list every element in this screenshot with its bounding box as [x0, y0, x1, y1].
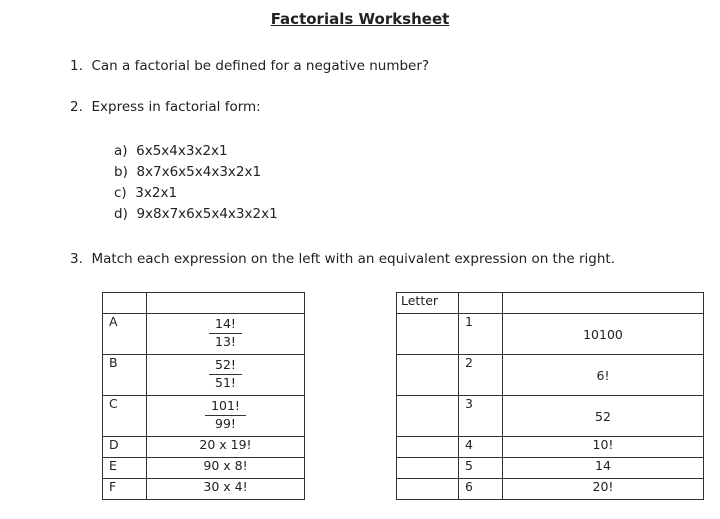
value-cell: 20! — [503, 479, 704, 500]
expression-cell: 20 x 19! — [147, 437, 305, 458]
row-number: 1 — [459, 314, 503, 355]
letter-answer-cell[interactable] — [397, 355, 459, 396]
header-cell — [503, 293, 704, 314]
table-row — [103, 437, 305, 458]
fraction-cell — [147, 355, 305, 396]
header-cell — [147, 293, 305, 314]
table-row — [397, 314, 704, 355]
q2-part-a: a) 6x5x4x3x2x1 — [114, 143, 228, 159]
q2-part-d: d) 9x8x7x6x5x4x3x2x1 — [114, 206, 278, 222]
question-1: 1. Can a factorial be defined for a negative number? — [70, 58, 430, 74]
q2-part-b: b) 8x7x6x5x4x3x2x1 — [114, 164, 262, 180]
table-row — [103, 479, 305, 500]
expression-cell: 90 x 8! — [147, 458, 305, 479]
denominator: 51! — [209, 374, 242, 390]
right-answer-table — [396, 292, 704, 500]
row-number: 2 — [459, 355, 503, 396]
table-row — [397, 355, 704, 396]
row-letter: C — [103, 396, 147, 437]
value-cell: 10100 — [503, 314, 704, 355]
table-row — [397, 396, 704, 437]
letter-answer-cell[interactable] — [397, 437, 459, 458]
fraction-cell — [147, 314, 305, 355]
table-row — [103, 396, 305, 437]
table-row — [103, 314, 305, 355]
value-cell: 14 — [503, 458, 704, 479]
letter-answer-cell[interactable] — [397, 479, 459, 500]
value-cell: 10! — [503, 437, 704, 458]
letter-header: Letter — [397, 293, 459, 314]
row-number: 4 — [459, 437, 503, 458]
fraction-cell — [147, 396, 305, 437]
value-cell: 6! — [503, 355, 704, 396]
table-row — [397, 479, 704, 500]
row-letter: D — [103, 437, 147, 458]
expression-cell: 30 x 4! — [147, 479, 305, 500]
header-cell — [103, 293, 147, 314]
worksheet-title: Factorials Worksheet — [270, 10, 450, 28]
table-row — [103, 458, 305, 479]
table-header-row — [397, 293, 704, 314]
left-expression-table — [102, 292, 305, 500]
letter-answer-cell[interactable] — [397, 458, 459, 479]
table-row — [397, 458, 704, 479]
question-3: 3. Match each expression on the left with an equivalent expression on the right. — [70, 251, 616, 267]
header-cell — [459, 293, 503, 314]
row-letter: E — [103, 458, 147, 479]
row-letter: F — [103, 479, 147, 500]
letter-answer-cell[interactable] — [397, 314, 459, 355]
denominator: 13! — [209, 333, 242, 349]
row-number: 3 — [459, 396, 503, 437]
table-row — [103, 355, 305, 396]
row-letter: B — [103, 355, 147, 396]
table-row — [397, 437, 704, 458]
numerator: 52! — [215, 357, 236, 372]
value-cell: 52 — [503, 396, 704, 437]
numerator: 14! — [215, 316, 236, 331]
row-number: 6 — [459, 479, 503, 500]
row-letter: A — [103, 314, 147, 355]
denominator: 99! — [205, 415, 246, 431]
table-header-row — [103, 293, 305, 314]
numerator: 101! — [211, 398, 240, 413]
q2-part-c: c) 3x2x1 — [114, 185, 178, 201]
question-2: 2. Express in factorial form: — [70, 99, 261, 115]
row-number: 5 — [459, 458, 503, 479]
letter-answer-cell[interactable] — [397, 396, 459, 437]
